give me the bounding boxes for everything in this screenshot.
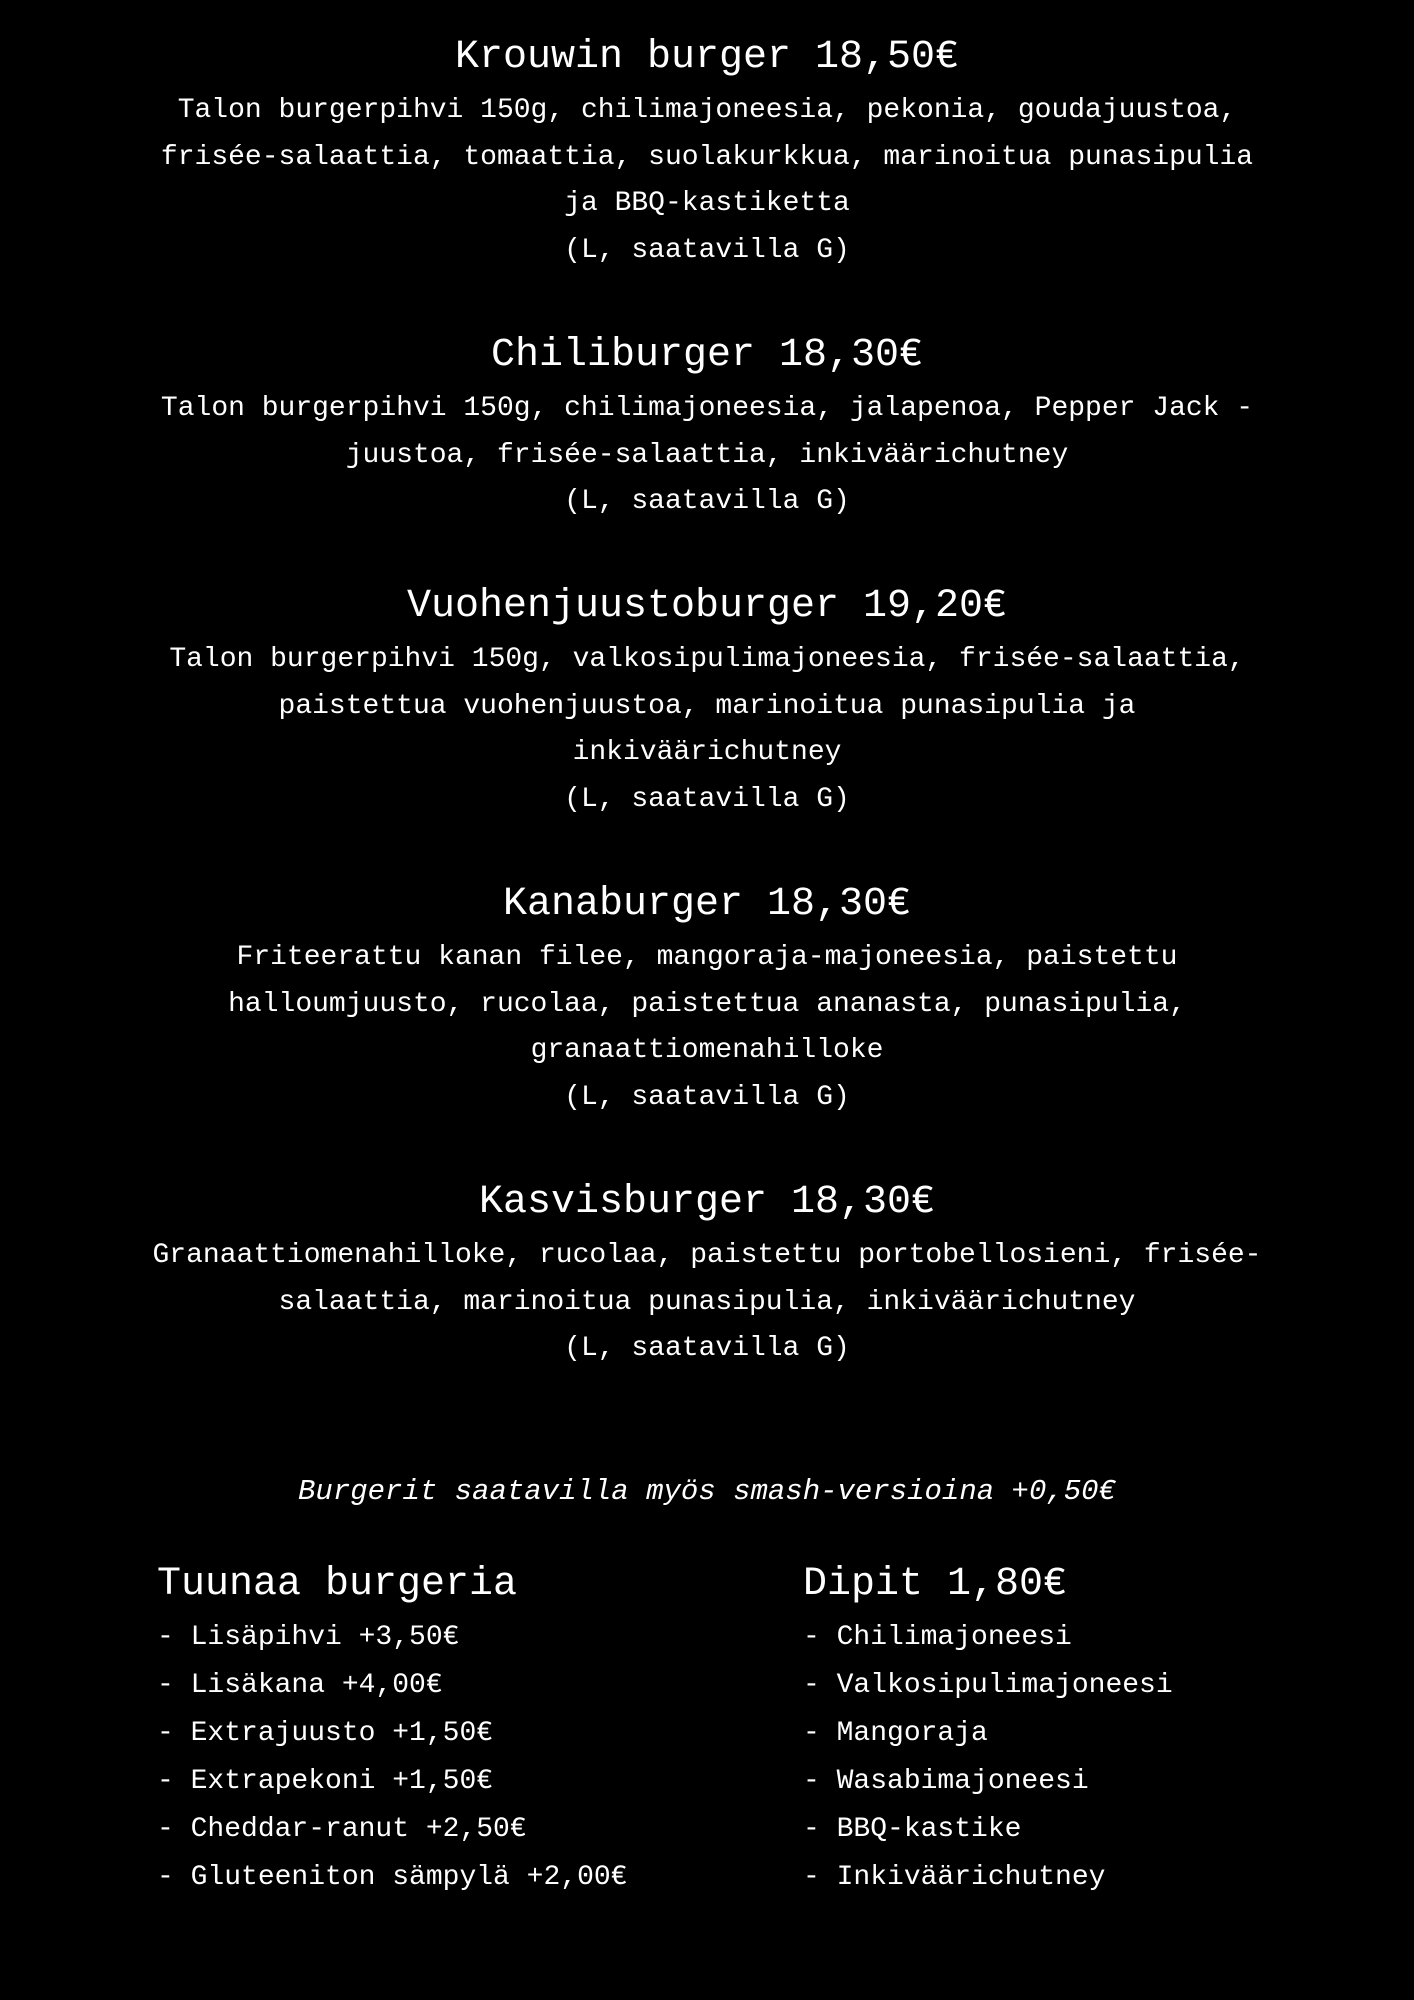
dips-item: - Inkiväärichutney <box>803 1862 1106 1893</box>
item-allergens: (L, saatavilla G) <box>564 234 850 266</box>
item-title: Krouwin burger 18,50€ <box>454 35 960 80</box>
menu-item-chiliburger <box>0 326 1414 526</box>
extras-item: - Cheddar-ranut +2,50€ <box>157 1814 527 1845</box>
item-description-line: Talon burgerpihvi 150g, chilimajoneesia, pekonia, goudajuustoa, <box>177 95 1237 126</box>
extras-item: - Extrapekoni +1,50€ <box>157 1766 494 1797</box>
item-description-line: ja BBQ-kastiketta <box>564 188 850 219</box>
dips-title: Dipit 1,80€ <box>803 1562 1068 1607</box>
extras-item: - Lisäpihvi +3,50€ <box>157 1622 460 1653</box>
item-description-line: Talon burgerpihvi 150g, valkosipulimajoneesia, frisée-salaattia, <box>169 644 1245 675</box>
item-description-line: juustoa, frisée-salaattia, inkiväärichutney <box>345 439 1069 471</box>
menu-item-vuohenjuustoburger <box>0 577 1414 823</box>
item-description-line: Granaattiomenahilloke, rucolaa, paistettu portobellosieni, frisée- <box>152 1240 1262 1271</box>
item-allergens: (L, saatavilla G) <box>564 783 850 815</box>
extras-item: - Gluteeniton sämpylä +2,00€ <box>157 1862 628 1893</box>
item-description-line: Friteerattu kanan filee, mangoraja-majoneesia, paistettu <box>236 942 1178 973</box>
item-description-line: salaattia, marinoitua punasipulia, inkiväärichutney <box>278 1286 1136 1318</box>
dips-section <box>803 1555 1173 1902</box>
item-title: Vuohenjuustoburger 19,20€ <box>406 584 1008 629</box>
item-description-line: frisée-salaattia, tomaattia, suolakurkkua, marinoitua punasipulia <box>160 141 1254 173</box>
dips-item: - Wasabimajoneesi <box>803 1766 1089 1797</box>
extras-section <box>157 1555 627 1902</box>
item-title: Kasvisburger 18,30€ <box>478 1180 936 1225</box>
smash-version-note: Burgerit saatavilla myös smash-versioina +0,50€ <box>298 1475 1116 1508</box>
item-title: Chiliburger 18,30€ <box>490 333 924 378</box>
item-description-line: Talon burgerpihvi 150g, chilimajoneesia, jalapenoa, Pepper Jack - <box>160 393 1254 424</box>
dips-item: - Chilimajoneesi <box>803 1622 1072 1653</box>
item-description-line: granaattiomenahilloke <box>530 1035 884 1066</box>
extras-item: - Extrajuusto +1,50€ <box>157 1718 494 1749</box>
item-allergens: (L, saatavilla G) <box>564 1333 850 1364</box>
menu-item-kasvisburger <box>0 1173 1414 1373</box>
dips-item: - Mangoraja <box>803 1718 988 1749</box>
item-description-line: inkiväärichutney <box>572 737 842 768</box>
dips-item: - BBQ-kastike <box>803 1814 1022 1845</box>
extras-item: - Lisäkana +4,00€ <box>157 1670 443 1701</box>
extras-title: Tuunaa burgeria <box>157 1562 518 1607</box>
item-title: Kanaburger 18,30€ <box>502 882 912 927</box>
item-allergens: (L, saatavilla G) <box>564 1081 850 1113</box>
menu-item-krouwin-burger <box>0 28 1414 274</box>
item-allergens: (L, saatavilla G) <box>564 486 850 517</box>
menu-item-kanaburger <box>0 875 1414 1121</box>
item-description-line: halloumjuusto, rucolaa, paistettua ananasta, punasipulia, <box>228 988 1186 1020</box>
dips-item: - Valkosipulimajoneesi <box>803 1670 1173 1701</box>
item-description-line: paistettua vuohenjuustoa, marinoitua punasipulia ja <box>278 690 1136 722</box>
